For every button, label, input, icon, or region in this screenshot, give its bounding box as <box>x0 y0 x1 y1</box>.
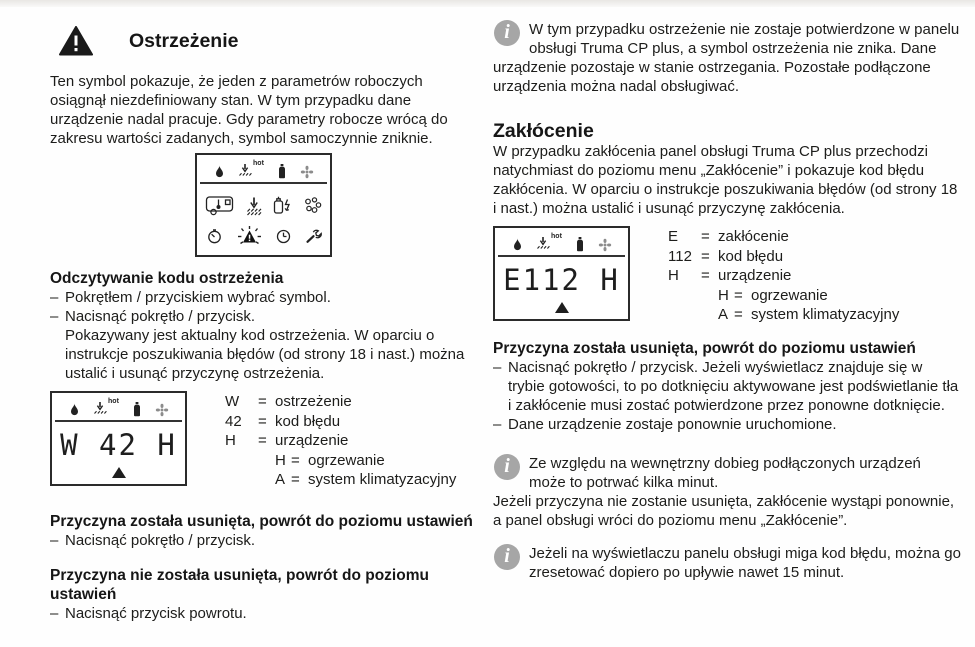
cursor-triangle-icon <box>555 302 569 313</box>
right-column <box>493 20 961 582</box>
ac-fan-icon <box>300 165 314 179</box>
legend-eq: = <box>701 267 710 284</box>
lcd-status-row <box>197 155 330 181</box>
legend-key: E <box>668 228 679 245</box>
timer-icon <box>207 229 222 244</box>
legend-value: urządzenie <box>275 432 349 449</box>
list-item: – Nacisnąć przycisk powrotu. <box>50 604 482 623</box>
warning-triangle-icon <box>59 26 93 56</box>
flame-icon <box>69 403 80 417</box>
legend-value: zakłócenie <box>718 228 789 245</box>
hot-label: hot <box>253 160 264 167</box>
info-note-text: Jeżeli na wyświetlaczu panelu obsługi miga kod błędu, można go zresetować dopiero po upływie nawet 15 minut. <box>529 544 961 581</box>
warning-section-header <box>50 26 482 56</box>
legend-key: A <box>275 471 286 488</box>
info-note-text: Ze względu na wewnętrzny dobieg podłączonych urządzeń może to potrwać kilka minut. <box>529 454 921 491</box>
legend-key: H <box>718 286 729 304</box>
service-icon <box>305 229 322 244</box>
legend-eq: = <box>291 451 300 469</box>
lcd-warning-display <box>50 391 187 486</box>
floor-heat-icon <box>246 196 262 216</box>
legend-key: W <box>225 393 240 410</box>
flame-icon <box>512 238 523 252</box>
list-item: – Nacisnąć pokrętło / przycisk. Jeżeli wyświetlacz znajduje się w trybie gotowości, to po dotknięciu aktywowane jest podświetlanie tła i zakłócenie musi zostać potwierdzone przez ponowne dotknięcie. <box>493 358 961 415</box>
legend-key: H <box>225 432 236 449</box>
list-item: – Nacisnąć pokrętło / przycisk. <box>50 307 482 326</box>
lcd-bottom-row <box>197 223 330 255</box>
info-note <box>493 454 961 492</box>
legend-eq: = <box>734 286 743 304</box>
gas-level-icon <box>272 196 292 215</box>
clock-icon <box>276 229 291 244</box>
fault-display-row <box>493 226 961 325</box>
fault-resolved-list <box>493 358 961 434</box>
legend-eq: = <box>701 247 710 265</box>
info-note <box>493 544 961 582</box>
ac-fan-icon <box>598 238 612 252</box>
water-hot-icon <box>93 398 119 417</box>
fault-body: W przypadku zakłócenia panel obsługi Truma CP plus przechodzi natychmiast do poziomu menu „Zakłócenie” i pokazuje kod błędu zakłócenia. W oparciu o instrukcje poszukiwania błędów (od strony 18 i nast.) można ustalić i usunąć przyczynę zakłócenia. <box>493 143 958 217</box>
reading-title: Odczytywanie kodu ostrzeżenia <box>50 270 284 287</box>
legend-value: system klimatyzacyjny <box>751 306 900 323</box>
info-icon: i <box>494 544 520 570</box>
lcd-menu-display <box>195 153 332 257</box>
lcd-status-row <box>495 228 628 254</box>
legend-eq: = <box>258 393 267 410</box>
list-item: – Pokrętłem / przyciskiem wybrać symbol. <box>50 288 482 307</box>
flame-icon <box>214 165 225 179</box>
gas-bottle-icon <box>575 237 585 252</box>
lcd-menu-row <box>197 184 330 223</box>
legend-value: urządzenie <box>718 267 792 284</box>
ac-fan-icon <box>155 403 169 417</box>
legend-key: 42 <box>225 412 242 430</box>
info-icon: i <box>494 454 520 480</box>
hot-label: hot <box>551 233 562 240</box>
legend-value: kod błędu <box>718 247 784 265</box>
info-note-text: W tym przypadku ostrzeżenie nie zostaje potwierdzone w panelu obsługi Truma CP plus, a symbol ostrzeżenia nie znika. Dane urządzenie pozostaje w stanie ostrzegania. Pozostałe podłączone urządzenia można nadal obsługiwać. <box>493 21 960 95</box>
fault-title: Zakłócenie <box>493 120 594 142</box>
recurrence-paragraph: Jeżeli przyczyna nie zostanie usunięta, zakłócenie wystąpi ponownie, a panel obsługi wróci do poziomu menu „Zakłócenie”. <box>493 492 955 529</box>
resolved-title: Przyczyna została usunięta, powrót do poziomu ustawień <box>50 512 473 530</box>
legend-key: H <box>668 267 679 284</box>
list-item: – Dane urządzenie zostaje ponownie uruchomione. <box>493 415 961 434</box>
fault-legend <box>668 226 899 325</box>
hot-label: hot <box>108 398 119 405</box>
list-item: – Nacisnąć pokrętło / przycisk. <box>50 531 482 550</box>
warning-title: Ostrzeżenie <box>129 30 239 52</box>
legend-key: H <box>275 451 286 469</box>
lcd-status-row <box>52 393 185 419</box>
caravan-temp-icon <box>205 195 235 216</box>
legend-key: A <box>718 306 729 323</box>
not-resolved-list <box>50 604 482 623</box>
lcd-fault-code: E112 H <box>503 263 620 297</box>
water-hot-icon <box>536 233 562 252</box>
legend-eq: = <box>701 228 710 245</box>
warning-display-row <box>50 391 482 490</box>
warning-legend <box>225 391 456 490</box>
gas-bottle-icon <box>132 402 142 417</box>
page-top-edge <box>0 0 975 7</box>
legend-value: system klimatyzacyjny <box>308 471 457 488</box>
reading-list <box>50 288 482 326</box>
gas-bottle-icon <box>277 164 287 179</box>
legend-eq: = <box>734 306 743 323</box>
legend-value: kod błędu <box>275 412 341 430</box>
resolved-list <box>50 531 482 550</box>
legend-value: ostrzeżenie <box>275 393 352 410</box>
lcd-fault-display <box>493 226 630 321</box>
legend-value: ogrzewanie <box>751 286 828 304</box>
not-resolved-title: Przyczyna nie została usunięta, powrót do poziomu ustawień <box>50 566 429 603</box>
warning-blink-icon <box>236 226 263 247</box>
info-icon: i <box>494 20 520 46</box>
warning-body: Ten symbol pokazuje, że jeden z parametrów roboczych osiągnął niezdefiniowany stan. W tym przypadku dane urządzenie nadal pracuje. Gdy parametry robocze wrócą do zakresu wartości zadanych, symbol samoczynnie zniknie. <box>50 73 448 147</box>
lcd-warning-code: W 42 H <box>60 428 177 462</box>
left-column <box>50 22 482 623</box>
legend-eq: = <box>258 432 267 449</box>
legend-eq: = <box>258 412 267 430</box>
legend-eq: = <box>291 471 300 488</box>
legend-value: ogrzewanie <box>308 451 385 469</box>
air-molecules-icon <box>303 197 322 214</box>
legend-key: 112 <box>668 247 692 265</box>
reading-note: Pokazywany jest aktualny kod ostrzeżenia. W oparciu o instrukcje poszukiwania błędów (od strony 18 i nast.) można ustalić i usunąć przyczynę ostrzeżenia. <box>65 327 465 382</box>
info-note <box>493 20 961 96</box>
fault-resolved-title: Przyczyna została usunięta, powrót do poziomu ustawień <box>493 339 916 357</box>
cursor-triangle-icon <box>112 467 126 478</box>
water-hot-icon <box>238 160 264 179</box>
